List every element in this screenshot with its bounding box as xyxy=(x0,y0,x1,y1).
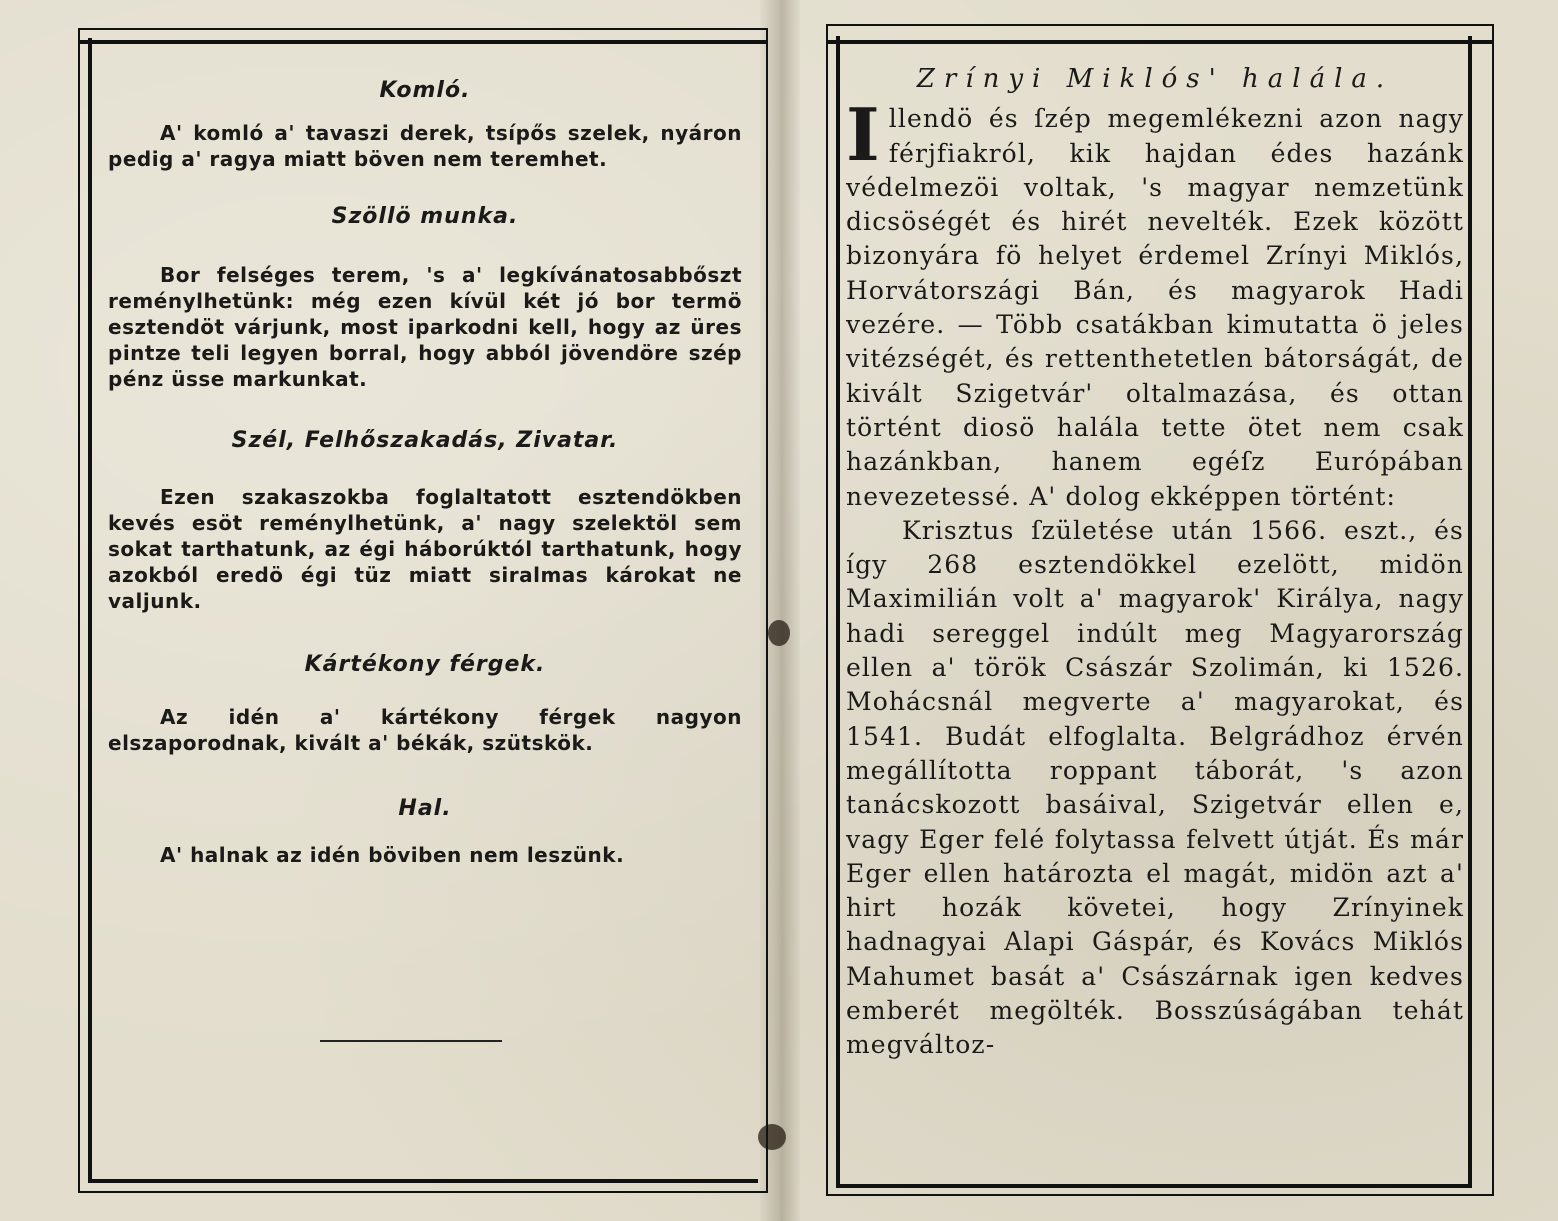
paragraph-intro-text: llendö és ſzép megemlékezni azon nagy férjfiakról, kik hajdan édes hazánk védelmezöi voltak, 's magyar nemzetünk dicsöségét és hirét nevelték. Ezek között bizonyára fö helyet érdemel Zrínyi Miklós, Horvátországi Bán, és magyarok Hadi vezére. — Több csatákban kimutatta ö jeles vitézségét, és rettenthetetlen bátorságát, de kivált Szigetvár' oltalmazása, és ottan történt diosö halála tette ötet nem csak hazánkban, hanem egéſz Európában nevezetessé. A' dolog ekképpen történt: xyxy=(846,104,1464,511)
paragraph-intro xyxy=(846,92,1464,514)
page-title: Zrínyi Miklós' halála. xyxy=(916,64,1394,94)
paragraph-szollo-munka: Bor felséges terem, 's a' legkívánatosabbőszt reménylhetünk: még ezen kívül két jó bor termö esztendöt várjunk, most iparkodni kell, hogy az üres pintze teli legyen borral, hogy abból jövendöre szép pénz üsse markunkat. xyxy=(108,263,742,391)
heading-kartekony-fergek: Kártékony férgek. xyxy=(304,652,546,677)
paragraph-history: Krisztus ſzületése után 1566. eszt., és így 268 esztendökkel ezelött, midön Maximilián volt a' magyarok' Királya, nagy hadi sereggel indúlt meg Magyarország ellen a' török Császár Szolimán, ki 1526. Mohácsnál megverte a' magyarokat, és 1541. Budát elfoglalta. Belgrádhoz érvén megállította roppant táborát, 's azon tanácskozott basáival, Szigetvár ellen e, vagy Eger felé folytassa felvett útját. És már Eger ellen határozta el magát, midön azt a' hirt hozák követei, hogy Zrínyinek hadnagyai Alapi Gáspár, és Kovács Miklós Mahumet basát a' Császárnak igen kedves emberét megölték. Bosszúságában tehát megváltoz- xyxy=(846,515,1464,1060)
end-divider xyxy=(320,1040,502,1042)
paragraph-szel: Ezen szakaszokba foglaltatott esztendökben kevés esöt reménylhetünk, a' nagy szelektöl sem sokat tarthatunk, az égi háborúktól tarthatunk, hogy azokból eredö égi tüz miatt siralmas károkat ne valjunk. xyxy=(108,485,742,613)
paragraph-kartekony-fergek: Az idén a' kártékony férgek nagyon elszaporodnak, kivált a' békák, szütskök. xyxy=(108,705,742,755)
paragraph-komlo: A' komló a' tavaszi derek, tsípős szelek, nyáron pedig a' ragya miatt böven nem teremhet. xyxy=(108,121,742,171)
drop-cap: I xyxy=(846,92,881,178)
left-page xyxy=(108,72,742,868)
heading-szel: Szél, Felhőszakadás, Zivatar. xyxy=(231,428,619,453)
binding-hole-top xyxy=(768,620,790,646)
paragraph-hal: A' halnak az idén böviben nem leszünk. xyxy=(160,843,625,867)
heading-hal: Hal. xyxy=(398,796,452,821)
heading-szollo-munka: Szöllö munka. xyxy=(331,204,519,229)
right-page xyxy=(846,62,1464,1063)
heading-komlo: Komló. xyxy=(379,78,471,103)
